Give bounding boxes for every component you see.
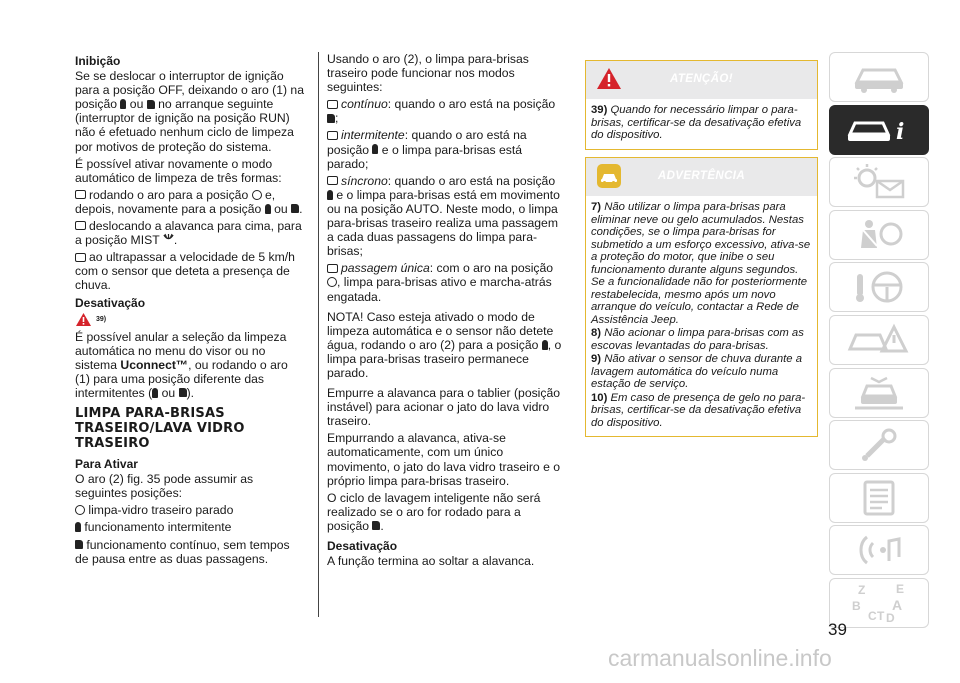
tab-multimedia-icon[interactable] <box>829 525 929 575</box>
bullet-icon <box>327 100 338 109</box>
warning-road-icon <box>846 321 912 359</box>
index-letter: D <box>886 610 895 625</box>
intermittent-icon <box>542 340 548 350</box>
attention-box <box>585 60 818 150</box>
inibicao-heading: Inibição <box>75 54 121 68</box>
index-letter: T <box>877 608 885 623</box>
multimedia-icon <box>849 531 909 569</box>
attention-body: 39) Quando for necessário limpar o para-brisas, certificar-se da desativação efetiva do dispositivo. <box>591 104 802 141</box>
index-letter: C <box>868 608 877 623</box>
tab-wrench-icon[interactable] <box>829 420 929 470</box>
bullet-2: deslocando a alavanca para cima, para a posição MIST . <box>75 219 302 248</box>
watermark: carmanualsonline.info <box>608 645 832 671</box>
page-number: 39 <box>828 620 847 639</box>
off-icon <box>75 505 85 515</box>
tab-warning-road-icon[interactable] <box>829 315 929 365</box>
desativacao-paragraph: É possível anular a seleção da limpeza automática no menu do visor ou no sistema Uconnect™, ou rodando o aro (1) para uma posição diferente das intermitentes ( ou ). <box>75 329 288 400</box>
advertencia-item: 10) Em caso de presença de gelo no para-brisas, certificar-se da desativação efetiva do dispositivo. <box>591 391 806 429</box>
modes-intro: Usando o aro (2), o limpa para-brisas traseiro pode funcionar nos modos seguintes: <box>327 52 529 95</box>
mist-icon <box>163 233 174 244</box>
para-ativar-heading: Para Ativar <box>75 457 138 472</box>
advertencia-item: 9) Não ativar o sensor de chuva durante a lavagem automática do veículo numa estação de serviço. <box>591 353 803 390</box>
left-column <box>75 52 305 569</box>
advertencia-item: 8) Não acionar o limpa para-brisas com as escovas levantadas do para-brisas. <box>591 327 804 352</box>
section-heading: LIMPA PARA-BRISAS TRASEIRO/LAVA VIDRO TRASEIRO <box>75 406 245 452</box>
tab-car-info-icon[interactable] <box>829 105 929 155</box>
index-letter: E <box>896 581 905 596</box>
desativacao-heading-2: Desativação <box>327 539 398 553</box>
intermittent-icon <box>372 144 378 154</box>
specs-list-icon <box>849 479 909 517</box>
continuous-icon <box>372 521 380 530</box>
index-letter: A <box>892 596 903 613</box>
tab-airbag-seatbelt-icon[interactable] <box>829 210 929 260</box>
tab-steering-wheel-icon[interactable] <box>829 262 929 312</box>
advertencia-title: ADVERTÊNCIA <box>657 170 746 182</box>
bullet-3: ao ultrapassar a velocidade de 5 km/h com o sensor que deteta a presença de chuva. <box>75 250 295 293</box>
intermittent-icon <box>75 522 81 532</box>
continuous-icon <box>147 100 155 109</box>
tab-toolbox-car-icon[interactable] <box>829 368 929 418</box>
warning-reference: 39) <box>75 312 305 327</box>
bullet-icon <box>75 253 86 262</box>
airbag-seatbelt-icon <box>849 216 909 254</box>
position-continuous: funcionamento contínuo, sem tempos de pausa entre as duas passagens. <box>75 537 290 566</box>
toolbox-car-icon <box>849 374 909 412</box>
warning-triangle-icon <box>75 312 92 327</box>
off-icon <box>252 190 262 200</box>
mode-synchronous: síncrono: quando o aro está na posição e o limpa para-brisas está em movimento ou na posição AUTO. Neste modo, o limpa para-brisas traseiro realiza uma passagem a cada duas passagens do limpa para-brisas; <box>327 173 560 259</box>
tab-car-icon[interactable] <box>829 52 929 102</box>
continuous-icon <box>291 204 299 213</box>
wrench-icon <box>849 426 909 464</box>
intermittent-icon <box>120 99 126 109</box>
attention-title: ATENÇÃO! <box>669 73 734 85</box>
tab-lights-message-icon[interactable] <box>829 157 929 207</box>
bullet-icon <box>327 131 338 140</box>
release-paragraph: A função termina ao soltar a alavanca. <box>327 554 535 569</box>
bullet-icon <box>75 221 86 230</box>
intermittent-icon <box>152 388 158 398</box>
continuous-icon <box>179 388 187 397</box>
position-intermittent: funcionamento intermitente <box>75 520 305 534</box>
column-divider <box>318 52 319 617</box>
off-icon <box>327 277 337 287</box>
mode-continuous: contínuo: quando o aro está na posição ; <box>327 97 563 125</box>
positions-intro: O aro (2) fig. 35 pode assumir as seguintes posições: <box>75 472 254 501</box>
lights-message-icon <box>847 163 911 201</box>
bullet-icon <box>75 190 86 199</box>
index-letter: B <box>852 598 861 613</box>
advertencia-header <box>586 158 817 196</box>
advertencia-item: 7) Não utilizar o limpa para-brisas para eliminar neve ou gelo acumulados. Nestas condições, se o limpa para-brisas for submetido a um esforço excessivo, ativa-se a proteção do motor, que inibe o seu funcionamento durante alguns segundos. Se a funcionalidade não for posteriormente restabelecida, mesmo após um novo arranque do veículo, contactar a Rede de Assistência Jeep. <box>591 201 811 326</box>
washer-paragraph: Empurre a alavanca para o tablier (posição instável) para acionar o jato do lava vidro traseiro. <box>327 386 561 429</box>
tab-specs-list-icon[interactable] <box>829 473 929 523</box>
continuous-icon <box>75 540 83 549</box>
desativacao-heading: Desativação <box>75 295 146 310</box>
intermittent-icon <box>327 190 333 200</box>
bullet-icon <box>327 264 338 273</box>
smart-wash-paragraph: O ciclo de lavagem inteligente não será realizado se o aro for rodado para a posição . <box>327 490 541 533</box>
car-info-icon <box>844 112 914 148</box>
index-letter: Z <box>858 582 866 597</box>
svg-text:i: i <box>896 118 905 145</box>
chapter-tabs <box>829 52 929 631</box>
advertencia-body <box>586 196 817 436</box>
inibicao-paragraph: Se se deslocar o interruptor de ignição para a posição OFF, deixando o aro (1) na posição ou no arranque seguinte (interruptor de ignição na posição RUN) não é efetuado nenhum ciclo de limpeza por motivos de proteção do sistema. <box>75 69 304 154</box>
intermittent-icon <box>265 204 271 214</box>
attention-header <box>586 61 817 99</box>
mode-single-pass: passagem única: com o aro na posição , limpa para-brisas ativo e marcha-atrás engatada. <box>327 261 554 304</box>
position-off: limpa-vidro traseiro parado <box>75 503 305 517</box>
washer-auto-paragraph: Empurrando a alavanca, ativa-se automaticamente, com um único movimento, o jato do lava vidro traseiro e o próprio limpa para-brisas traseiro. <box>327 431 561 488</box>
steering-wheel-icon <box>849 268 909 306</box>
bullet-1: rodando o aro para a posição e, depois, novamente para a posição ou . <box>75 187 303 216</box>
mode-intermittent: intermitente: quando o aro está na posição e o limpa para-brisas está parado; <box>327 128 527 171</box>
bullet-icon <box>327 176 338 185</box>
continuous-icon <box>327 114 335 123</box>
note-paragraph: NOTA! Caso esteja ativado o modo de limpeza automática e o sensor não detete água, rodando o aro (2) para a posição , o limpa para-brisas traseiro permanece parado. <box>327 309 562 380</box>
car-icon <box>849 60 909 94</box>
advertencia-box <box>585 157 818 437</box>
reactivate-intro: É possível ativar novamente o modo automático de limpeza de três formas: <box>75 156 282 185</box>
middle-column <box>327 52 563 571</box>
